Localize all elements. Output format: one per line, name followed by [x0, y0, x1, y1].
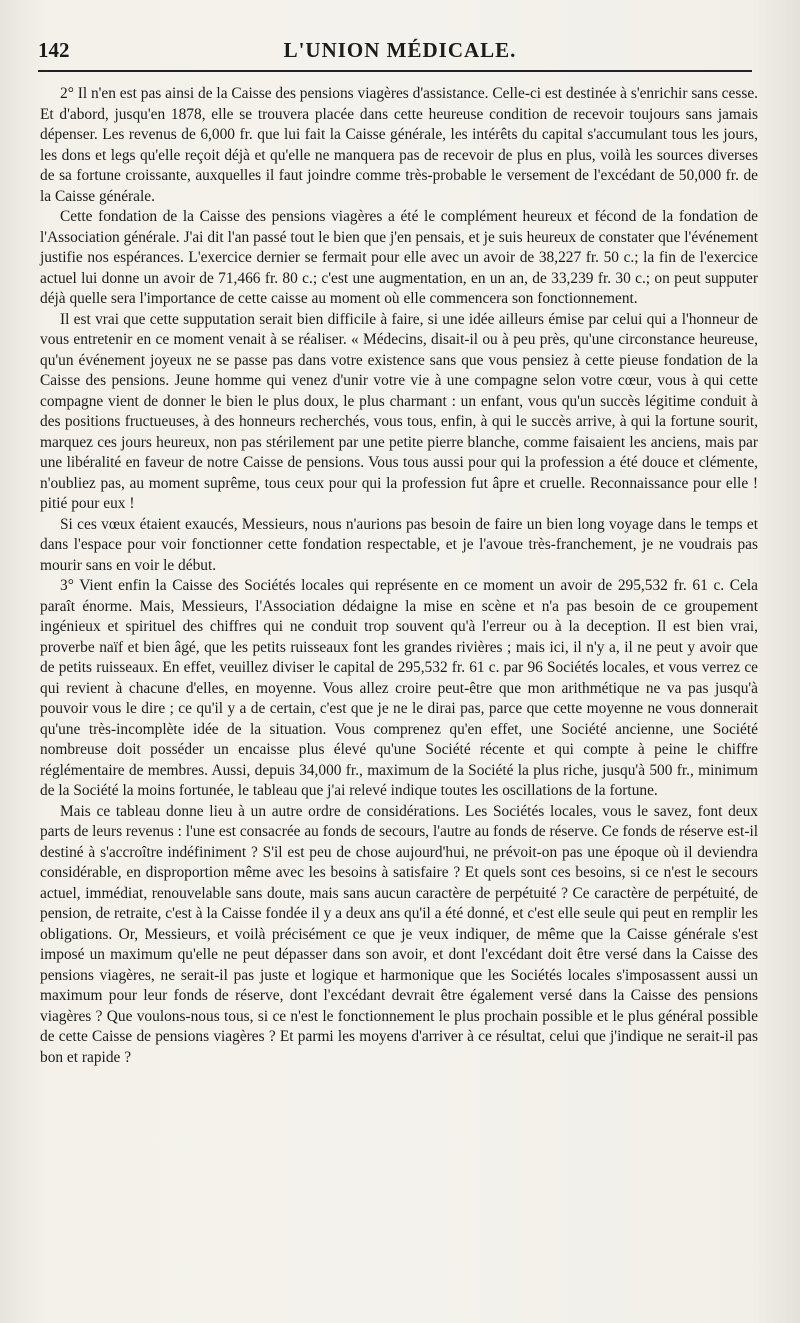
- paragraph: Il est vrai que cette supputation serait bien difficile à faire, si une idée ailleurs émise par celui qui a l'honneur de vous entretenir en ce moment venait à se réaliser. « Médecins, disait-il ou à peu près, qu'une circonstance heureuse, qu'un événement joyeux ne se passe pas dans votre existence sans que vous pensiez à cette pieuse fondation de la Caisse des pensions. Jeune homme qui venez d'unir votre vie à une compagne selon votre cœur, vous à qui cette compagne vient de donner le bien le plus doux, le plus charmant : un enfant, vous qu'un succès légitime conduit à des positions fructueuses, à des honneurs recherchés, vous tous, enfin, à qui le succès arrive, à qui la fortune sourit, marquez ces jours heureux, non pas stérilement par une petite pierre blanche, comme faisaient les anciens, mais par une libéralité en faveur de notre Caisse de pensions. Vous tous aussi pour qui la profession a été douce et clémente, n'oubliez pas, au moment suprême, tous ceux pour qui la profession fut âpre et cruelle. Reconnaissance pour elle ! pitié pour eux !: [40, 310, 758, 512]
- paragraph: Cette fondation de la Caisse des pensions viagères a été le complément heureux et fécond de la fondation de l'Association générale. J'ai dit l'an passé tout le bien que j'en pensais, et je suis heureux de constater que l'événement justifie nos espérances. L'exercice dernier se fermait pour elle avec un avoir de 38,227 fr. 50 c.; la fin de l'exercice actuel lui donne un avoir de 71,466 fr. 80 c.; c'est une augmentation, en un an, de 33,239 fr. 30 c.; on peut supputer déjà quelle sera l'importance de cette caisse au moment où elle commencera son fonctionnement.: [40, 208, 758, 307]
- paragraph: 3° Vient enfin la Caisse des Sociétés locales qui représente en ce moment un avoir de 295,532 fr. 61 c. Cela paraît énorme. Mais, Messieurs, l'Association dédaigne la mise en scène et n'a pas besoin de ce groupement ingénieux et spirituel des chiffres qui ne conduit trop souvent qu'à l'erreur ou à la deception. Il est bien vrai, proverbe naïf et bien âgé, que les petits ruisseaux font les grandes rivières ; mais ici, il n'y a, il ne peut y avoir que de petits ruisseaux. En effet, veuillez diviser le capital de 295,532 fr. 61 c. par 96 Sociétés locales, et vous verrez ce qui revient à chacune d'elles, en moyenne. Vous allez croire peut-être que mon arithmétique ne va pas jusqu'à pouvoir vous le dire ; ce qu'il y a de certain, c'est que je ne le dirai pas, parce que cette moyenne ne vous donnerait qu'une très-incomplète idée de la situation. Vous comprenez qu'en effet, une Société ancienne, une Société nombreuse doit posséder un encaisse plus élevé qu'une Société récente et qui compte à peine le chiffre réglémentaire de membres. Aussi, depuis 34,000 fr., maximum de la Société la plus riche, jusqu'à 500 fr., minimum de la Société la moins fortunée, le tableau que j'ai relevé indique toutes les oscillations de la fortune.: [40, 577, 758, 799]
- page-number: 142: [38, 38, 70, 62]
- page-header: [38, 30, 762, 70]
- paragraph: Mais ce tableau donne lieu à un autre ordre de considérations. Les Sociétés locales, vous le savez, font deux parts de leurs revenus : l'une est consacrée au fonds de secours, l'autre au fonds de réserve. Ce fonds de réserve est-il destiné à s'accroître indéfiniment ? S'il est peu de chose aujourd'hui, ne prévoit-on pas une époque où il deviendra considérable, en disproportion même avec les besoins à satisfaire ? Et quels sont ces besoins, si ce n'est le secours actuel, immédiat, renouvelable sans doute, mais sans aucun caractère de perpétuité ? Ce caractère de perpétuité, de pension, de retraite, c'est à la Caisse fondée il y a deux ans qu'il a été donné, et c'est elle seule qui peut en remplir les obligations. Or, Messieurs, et voilà précisément ce que je veux indiquer, de même que la Caisse générale s'est imposé un maximum qu'elle ne peut dépasser dans son avoir, et dont l'excédant doit être versé dans la Caisse des pensions viagères, ne serait-il pas juste et logique et harmonique que les Sociétés locales s'imposassent aussi un maximum pour leur fonds de réserve, dont l'excédant devrait être également versé dans la Caisse des pensions viagères ? Que voulons-nous tous, si ce n'est le fonctionnement le plus prochain possible et le plus général possible de cette Caisse de pensions viagères ? Et parmi les moyens d'arriver à ce résultat, celui que j'indique ne serait-il pas bon et rapide ?: [40, 802, 758, 1066]
- article-body: [40, 84, 758, 1068]
- paragraph: 2° Il n'en est pas ainsi de la Caisse des pensions viagères d'assistance. Celle-ci est destinée à s'enrichir sans cesse. Et d'abord, jusqu'en 1878, elle se trouvera placée dans cette heureuse condition de recevoir toujours sans jamais dépenser. Les revenus de 6,000 fr. que lui fait la Caisse générale, les intérêts du capital s'accumulant tous les jours, les dons et legs qu'elle reçoit déjà et qu'elle ne manquera pas de recevoir de plus en plus, voilà les sources diverses de sa fortune croissante, auxquelles il faut joindre comme très-probable le versement de l'excédant de 50,000 fr. de la Caisse générale.: [40, 85, 758, 205]
- running-title: L'UNION MÉDICALE.: [283, 38, 517, 62]
- header-rule: [38, 70, 752, 72]
- paragraph: Si ces vœux étaient exaucés, Messieurs, nous n'aurions pas besoin de faire un bien long voyage dans le temps et dans l'espace pour voir fonctionner cette fondation respectable, et je l'avoue très-franchement, je ne voudrais pas mourir sans en voir le début.: [40, 515, 758, 574]
